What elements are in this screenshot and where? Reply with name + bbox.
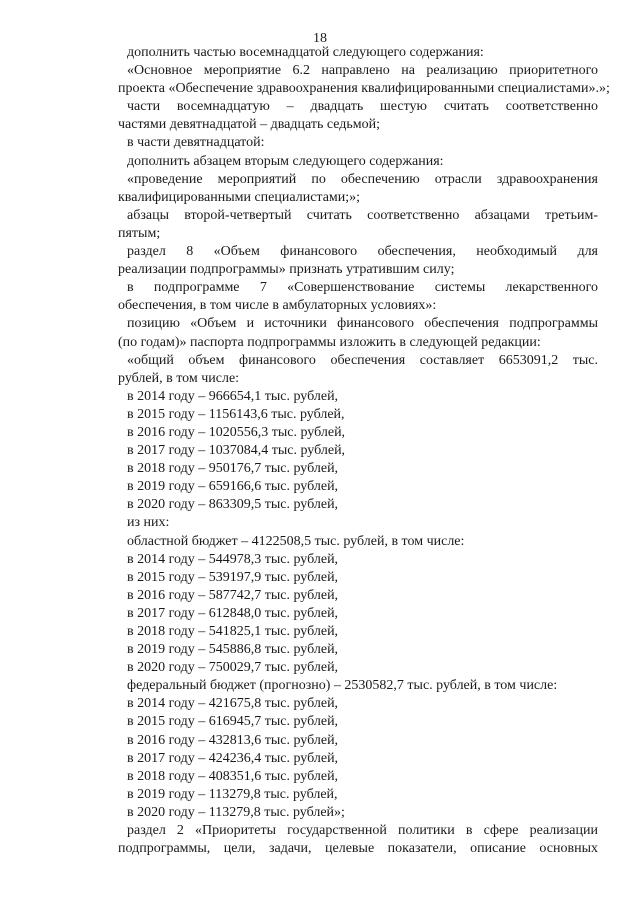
text-line: «общий объем финансового обеспечения составляет 6653091,2 тыс. [127, 352, 598, 368]
text-line: федеральный бюджет (прогнозно) – 2530582,7 тыс. рублей, в том числе: [127, 678, 558, 694]
text-line: в 2017 году – 424236,4 тыс. рублей, [127, 750, 339, 766]
document-body [0, 44, 640, 858]
text-line: части восемнадцатую – двадцать шестую считать соответственно [127, 99, 598, 115]
text-line: частями девятнадцатой – двадцать седьмой; [118, 117, 381, 133]
text-line: пятым; [118, 225, 161, 241]
text-line: в 2014 году – 421675,8 тыс. рублей, [127, 696, 339, 712]
text-line: дополнить абзацем вторым следующего содержания: [127, 153, 444, 169]
text-line: в 2020 году – 113279,8 тыс. рублей»; [127, 804, 345, 820]
text-line: в 2018 году – 408351,6 тыс. рублей, [127, 768, 339, 784]
text-line: в 2019 году – 113279,8 тыс. рублей, [127, 786, 338, 802]
page-number: 18 [313, 31, 327, 46]
text-line: в 2014 году – 544978,3 тыс. рублей, [127, 551, 339, 567]
text-line: в 2017 году – 1037084,4 тыс. рублей, [127, 443, 346, 459]
text-line: в 2015 году – 539197,9 тыс. рублей, [127, 569, 339, 585]
text-line: квалифицированными специалистами;»; [118, 189, 361, 205]
text-line: в подпрограмме 7 «Совершенствование системы лекарственного [127, 280, 598, 296]
text-line: областной бюджет – 4122508,5 тыс. рублей, в том числе: [127, 533, 465, 549]
text-line: обеспечения, в том числе в амбулаторных условиях»: [118, 298, 437, 314]
text-line: в 2018 году – 541825,1 тыс. рублей, [127, 624, 339, 639]
text-line: раздел 2 «Приоритеты государственной политики в сфере реализации [127, 823, 598, 839]
text-line: проекта «Обеспечение здравоохранения квалифицированными специалистами».»; [118, 81, 610, 97]
text-line: раздел 8 «Объем финансового обеспечения, необходимый для [127, 244, 598, 260]
text-line: реализации подпрограммы» признать утратившим силу; [118, 262, 455, 278]
text-line: рублей, в том числе: [118, 370, 240, 386]
text-line: подпрограммы, цели, задачи, целевые показатели, описание основных [118, 841, 598, 857]
text-line: «проведение мероприятий по обеспечению отрасли здравоохранения [127, 171, 598, 187]
text-line: в 2016 году – 1020556,3 тыс. рублей, [127, 424, 346, 440]
text-line: в 2020 году – 750029,7 тыс. рублей, [127, 660, 339, 676]
text-line: в 2016 году – 587742,7 тыс. рублей, [127, 587, 339, 603]
text-line: в 2015 году – 1156143,6 тыс. рублей, [127, 406, 345, 422]
text-line: в 2018 году – 950176,7 тыс. рублей, [127, 461, 339, 477]
text-line: в 2017 году – 612848,0 тыс. рублей, [127, 605, 339, 621]
text-line: «Основное мероприятие 6.2 направлено на реализацию приоритетного [127, 63, 598, 79]
text-line: дополнить частью восемнадцатой следующего содержания: [127, 45, 484, 60]
text-line: из них: [127, 515, 170, 531]
text-line: в 2020 году – 863309,5 тыс. рублей, [127, 497, 339, 513]
text-line: в 2014 году – 966654,1 тыс. рублей, [127, 388, 339, 404]
text-line: в 2016 году – 432813,6 тыс. рублей, [127, 732, 339, 748]
text-line: (по годам)» паспорта подпрограммы изложить в следующей редакции: [118, 334, 541, 350]
text-line: в 2019 году – 545886,8 тыс. рублей, [127, 642, 339, 658]
text-line: в части девятнадцатой: [127, 135, 265, 151]
text-line: в 2019 году – 659166,6 тыс. рублей, [127, 479, 339, 495]
text-line: в 2015 году – 616945,7 тыс. рублей, [127, 714, 339, 730]
text-line: абзацы второй-четвертый считать соответственно абзацами третьим- [127, 207, 598, 223]
text-line: позицию «Объем и источники финансового обеспечения подпрограммы [127, 316, 598, 332]
